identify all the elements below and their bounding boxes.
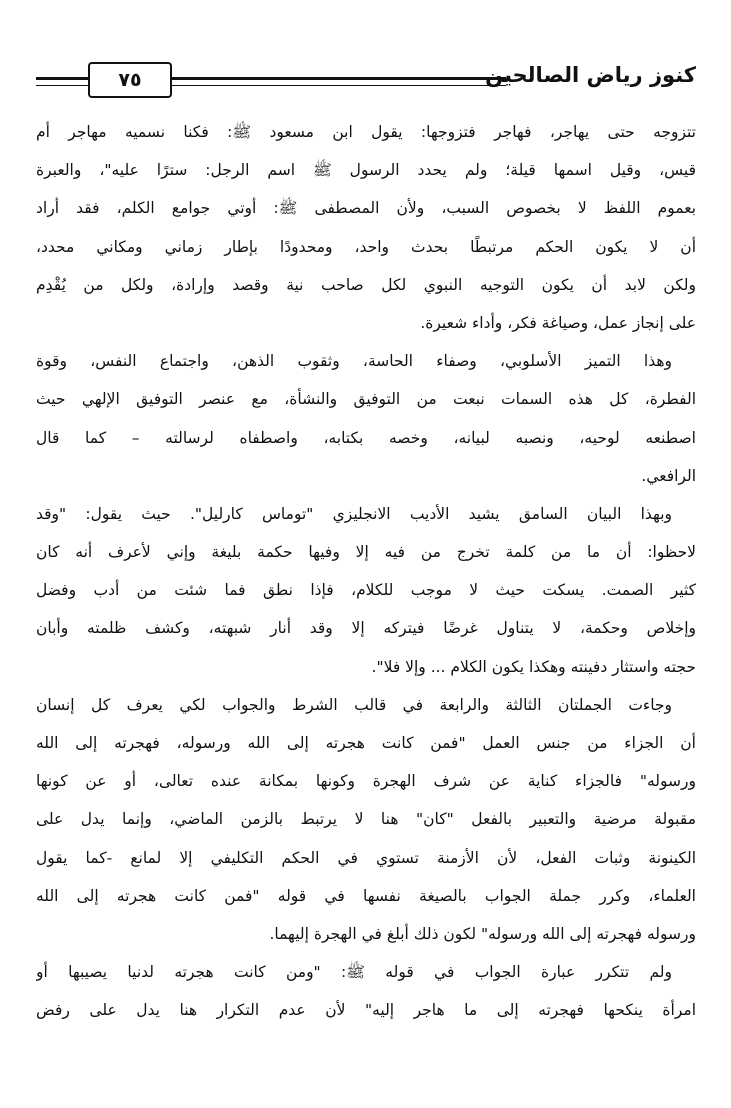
page-number-box <box>88 62 172 98</box>
text-line: الفطرة، كل هذه السمات نبعت من التوفيق والنشأة، مع عنصر التوفيق الإلهي حيث <box>36 390 696 409</box>
text-line: أن الجزاء من جنس العمل "فمن كانت هجرته إلى الله ورسوله، فهجرته إلى الله <box>36 734 696 752</box>
text-line: لاحظوا: أن ما من كلمة تخرج من فيه إلا وفيها حكمة بليغة وإني لأعرف أنه كان <box>36 543 696 562</box>
text-line: مقبولة مرضية والتعبير بالفعل "كان" هنا لا يرتبط بالزمن الماضي، وإنما يدل على <box>36 810 696 829</box>
header-rule-left <box>36 77 88 86</box>
text-line: العلماء، وكرر جملة الجواب بالصيغة نفسها في قوله "فمن كانت هجرته إلى الله <box>36 886 696 905</box>
text-line: أن لا يكون الحكم مرتبطًا بحدث واحد، ومحدودًا بإطار زماني ومكاني محدد، <box>36 237 696 256</box>
text-line: وهذا التميز الأسلوبي، وصفاء الحاسة، وثقوب الذهن، واجتماع النفس، وقوة <box>36 352 672 371</box>
text-line: بعموم اللفظ لا بخصوص السبب، ولأن المصطفى ﷺ: أوتي جوامع الكلم، فقد أراد <box>36 199 696 218</box>
book-title: كنوز رياض الصالحين <box>485 63 696 87</box>
text-line: ولم تتكرر عبارة الجواب في قوله ﷺ: "ومن كانت هجرته لدنيا يصيبها أو <box>36 963 672 982</box>
text-line: وبهذا البيان السامق يشيد الأديب الانجليزي "توماس كارليل". حيث يقول: "وقد <box>36 504 672 523</box>
page-body <box>36 113 696 1030</box>
text-line: الرافعي. <box>641 466 696 485</box>
text-line: الكينونة وثبات الفعل، لأن الأزمنة تستوي في الحكم التكليفي إلا لمانع -كما يقول <box>36 848 696 867</box>
text-line: قيس، وقيل اسمها قيلة؛ ولم يحدد الرسول ﷺ اسم الرجل: سترًا عليه"، والعبرة <box>36 161 696 180</box>
running-header <box>36 60 696 106</box>
text-line: حجته واستثار دفينته وهكذا يكون الكلام ... وإلا فلا". <box>371 657 696 676</box>
text-line: وجاءت الجملتان الثالثة والرابعة في قالب الشرط والجواب لكي يعرف كل إنسان <box>36 695 672 714</box>
text-line: على إنجاز عمل، وصياغة فكر، وأداء شعيرة. <box>420 313 696 332</box>
page-number: ٧٥ <box>118 69 142 91</box>
text-line: وإخلاص وحكمة، لا يتناول غرضًا فيتركه إلا وقد أنار شبهته، وكشف ظلمته وأبان <box>36 619 696 638</box>
header-rule <box>172 77 506 86</box>
text-line: اصطنعه لوحيه، ونصبه لبيانه، وخصه بكتابه، واصطفاه لرسالته – كما قال <box>36 428 696 447</box>
text-line: ورسوله" فالجزاء كناية عن شرف الهجرة وكونها بمكانة عنده تعالى، أو عن كونها <box>36 772 696 791</box>
text-line: ورسوله فهجرته إلى الله ورسوله" لكون ذلك أبلغ في الهجرة إليهما. <box>269 924 696 943</box>
text-line: امرأة ينكحها فهجرته إلى ما هاجر إليه" لأن عدم التكرار هنا يدل على رفض <box>36 1001 696 1020</box>
text-line: تتزوجه حتى يهاجر، فهاجر فتزوجها: يقول ابن مسعود ﷺ: فكنا نسميه مهاجر أم <box>36 123 696 141</box>
text-line: كثير الصمت. يسكت حيث لا موجب للكلام، فإذا نطق فما شئت من أدب وفضل <box>36 581 696 600</box>
text-line: ولكن لابد أن يكون التوجيه النبوي لكل صاحب نية وقصد وإرادة، ولكل من يُقْدِم <box>36 275 696 294</box>
